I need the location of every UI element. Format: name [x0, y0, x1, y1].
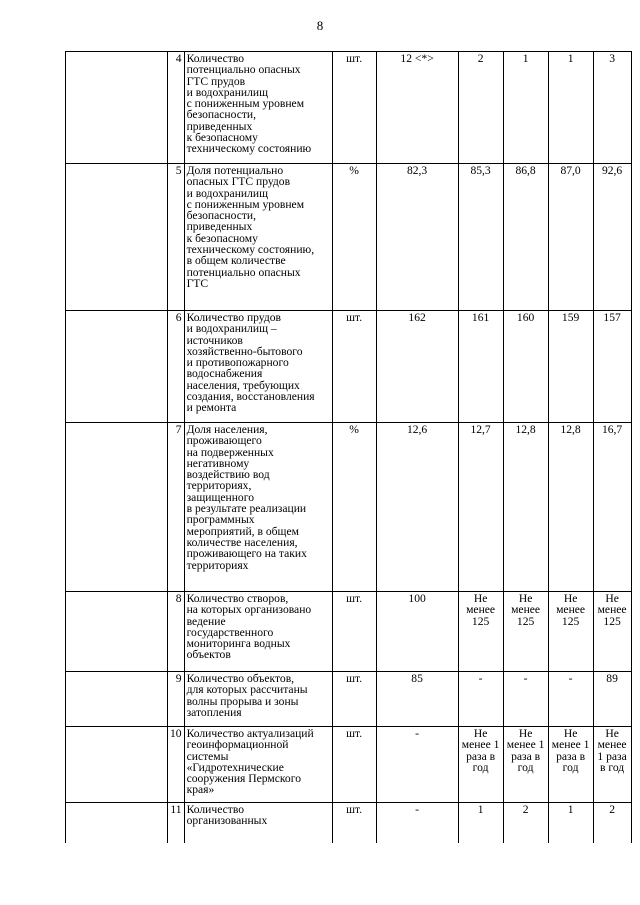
blank-cell	[66, 592, 168, 672]
value-cell: 92,6	[593, 164, 631, 311]
unit-cell: шт.	[332, 803, 376, 843]
value-cell: 161	[458, 311, 503, 423]
value-cell: -	[376, 727, 458, 803]
table-row	[66, 592, 632, 672]
blank-cell	[66, 164, 168, 311]
value-cell: -	[503, 672, 548, 727]
blank-cell	[66, 423, 168, 592]
value-cell: Не менее 1 раза в год	[593, 727, 631, 803]
table-row	[66, 672, 632, 727]
value-cell: 85,3	[458, 164, 503, 311]
value-cell: 16,7	[593, 423, 631, 592]
indicator-name: Доля населения, проживающего на подверженных негативному воздействию вод территориях, защищенного в результате реализации программных мероприятий, в общем количестве населения, проживающего на таких территориях	[184, 423, 332, 592]
row-number: 9	[168, 672, 185, 727]
unit-cell: шт.	[332, 52, 376, 164]
indicator-name: Количество прудов и водохранилищ – источников хозяйственно-бытового и противопожарного водоснабжения населения, требующих создания, восстановления и ремонта	[184, 311, 332, 423]
table-row	[66, 311, 632, 423]
indicators-table	[65, 51, 632, 843]
blank-cell	[66, 311, 168, 423]
value-cell: 85	[376, 672, 458, 727]
blank-cell	[66, 672, 168, 727]
value-cell: 3	[593, 52, 631, 164]
unit-cell: %	[332, 164, 376, 311]
blank-cell	[66, 727, 168, 803]
value-cell: 1	[458, 803, 503, 843]
value-cell: 89	[593, 672, 631, 727]
table-row	[66, 423, 632, 592]
value-cell: -	[458, 672, 503, 727]
value-cell: 12,8	[503, 423, 548, 592]
row-number: 7	[168, 423, 185, 592]
indicator-name: Количество актуализаций геоинформационной системы «Гидротехнические сооружения Пермского края»	[184, 727, 332, 803]
value-cell: -	[376, 803, 458, 843]
value-cell: Не менее 125	[548, 592, 593, 672]
value-cell: 2	[503, 803, 548, 843]
table-row	[66, 164, 632, 311]
value-cell: 160	[503, 311, 548, 423]
indicator-name: Количество организованных	[184, 803, 332, 843]
unit-cell: шт.	[332, 311, 376, 423]
value-cell: Не менее 1 раза в год	[503, 727, 548, 803]
value-cell: 12,6	[376, 423, 458, 592]
indicator-name: Количество створов, на которых организовано ведение государственного мониторинга водных объектов	[184, 592, 332, 672]
row-number: 8	[168, 592, 185, 672]
value-cell: 2	[593, 803, 631, 843]
value-cell: 87,0	[548, 164, 593, 311]
value-cell: 12 <*>	[376, 52, 458, 164]
value-cell: 2	[458, 52, 503, 164]
value-cell: 100	[376, 592, 458, 672]
indicator-name: Доля потенциально опасных ГТС прудов и водохранилищ с пониженным уровнем безопасности, приведенных к безопасному техническому состоянию, в общем количестве потенциально опасных ГТС	[184, 164, 332, 311]
blank-cell	[66, 52, 168, 164]
value-cell: 162	[376, 311, 458, 423]
value-cell: Не менее 1 раза в год	[458, 727, 503, 803]
unit-cell: шт.	[332, 592, 376, 672]
table-row	[66, 727, 632, 803]
value-cell: 12,7	[458, 423, 503, 592]
indicator-name: Количество потенциально опасных ГТС прудов и водохранилищ с пониженным уровнем безопасности, приведенных к безопасному техническому состоянию	[184, 52, 332, 164]
value-cell: Не менее 125	[503, 592, 548, 672]
value-cell: 157	[593, 311, 631, 423]
row-number: 4	[168, 52, 185, 164]
unit-cell: %	[332, 423, 376, 592]
value-cell: 82,3	[376, 164, 458, 311]
value-cell: 86,8	[503, 164, 548, 311]
value-cell: Не менее 125	[458, 592, 503, 672]
value-cell: 159	[548, 311, 593, 423]
page-number: 8	[316, 18, 324, 33]
value-cell: Не менее 1 раза в год	[548, 727, 593, 803]
unit-cell: шт.	[332, 727, 376, 803]
value-cell: 1	[548, 52, 593, 164]
row-number: 10	[168, 727, 185, 803]
table-row	[66, 803, 632, 843]
blank-cell	[66, 803, 168, 843]
value-cell: Не менее 125	[593, 592, 631, 672]
value-cell: -	[548, 672, 593, 727]
indicator-name: Количество объектов, для которых рассчитаны волны прорыва и зоны затопления	[184, 672, 332, 727]
row-number: 11	[168, 803, 185, 843]
value-cell: 1	[503, 52, 548, 164]
table-row	[66, 52, 632, 164]
row-number: 5	[168, 164, 185, 311]
value-cell: 12,8	[548, 423, 593, 592]
row-number: 6	[168, 311, 185, 423]
value-cell: 1	[548, 803, 593, 843]
unit-cell: шт.	[332, 672, 376, 727]
